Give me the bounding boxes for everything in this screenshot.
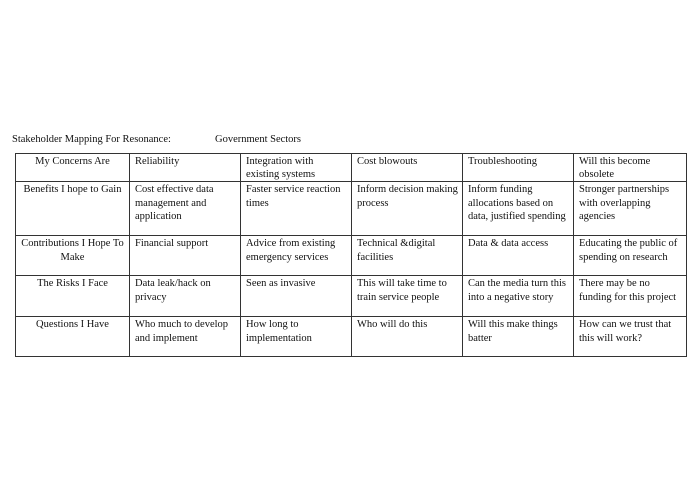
table-cell: Will this make things batter <box>463 317 574 357</box>
table-cell: Inform funding allocations based on data, justified spending <box>463 182 574 236</box>
table-cell: Advice from existing emergency services <box>241 236 352 276</box>
table-row-benefits <box>16 182 687 236</box>
document-heading <box>12 133 302 146</box>
table-cell: Troubleshooting <box>463 154 574 182</box>
table-row-questions <box>16 317 687 357</box>
table-cell: Who will do this <box>352 317 463 357</box>
table-cell: Will this become obsolete <box>574 154 687 182</box>
table-cell: Financial support <box>130 236 241 276</box>
row-label-questions: Questions I Have <box>16 317 130 357</box>
table-cell: Reliability <box>130 154 241 182</box>
table-cell: Cost effective data management and application <box>130 182 241 236</box>
row-label-concerns: My Concerns Are <box>16 154 130 182</box>
table-cell: There may be no funding for this project <box>574 276 687 317</box>
row-label-benefits: Benefits I hope to Gain <box>16 182 130 236</box>
table-cell: Educating the public of spending on research <box>574 236 687 276</box>
table-cell: Faster service reaction times <box>241 182 352 236</box>
document-subtitle: Government Sectors <box>215 134 302 145</box>
table-cell: Technical &digital facilities <box>352 236 463 276</box>
table-cell: Integration with existing systems <box>241 154 352 182</box>
table-cell: How can we trust that this will work? <box>574 317 687 357</box>
table-cell: Inform decision making process <box>352 182 463 236</box>
table-row-risks <box>16 276 687 317</box>
row-label-risks: The Risks I Face <box>16 276 130 317</box>
table-row-contributions <box>16 236 687 276</box>
document-title: Stakeholder Mapping For Resonance: <box>12 134 171 145</box>
table-cell: How long to implementation <box>241 317 352 357</box>
table-cell: Who much to develop and implement <box>130 317 241 357</box>
row-label-contributions: Contributions I Hope To Make <box>16 236 130 276</box>
table-cell: Stronger partnerships with overlapping agencies <box>574 182 687 236</box>
table-cell: Can the media turn this into a negative story <box>463 276 574 317</box>
table-cell: Data & data access <box>463 236 574 276</box>
table-cell: Seen as invasive <box>241 276 352 317</box>
stakeholder-mapping-table <box>15 153 687 357</box>
table-cell: Cost blowouts <box>352 154 463 182</box>
table-cell: Data leak/hack on privacy <box>130 276 241 317</box>
table-cell: This will take time to train service people <box>352 276 463 317</box>
table-row-concerns <box>16 154 687 182</box>
